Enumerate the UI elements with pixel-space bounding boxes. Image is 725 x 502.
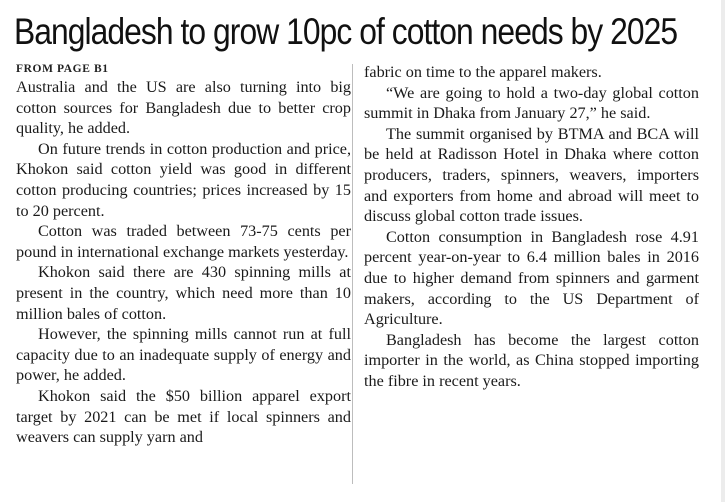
paragraph: However, the spinning mills cannot run at full capacity due to an inadequate supply of energy and power, he added. [16, 325, 351, 385]
paragraph: Australia and the US are also turning into big cotton sources for Bangladesh due to better crop quality, he added. [16, 78, 351, 138]
paragraph: Cotton was traded between 73-75 cents per pound in international exchange markets yesterday. [16, 222, 351, 261]
paragraph: “We are going to hold a two-day global cotton summit in Dhaka from January 27,” he said. [364, 83, 699, 123]
paragraph: On future trends in cotton production and price, Khokon said cotton yield was good in different cotton producing countries; prices increased by 15 to 20 percent. [16, 139, 351, 220]
paragraph: fabric on time to the apparel makers. [364, 63, 602, 81]
paragraph: Cotton consumption in Bangladesh rose 4.91 percent year-on-year to 6.4 million bales in 2016 due to higher demand from spinners and garment makers, according to the US Department of Agriculture. [364, 227, 699, 329]
right-column [364, 62, 699, 392]
headline: Bangladesh to grow 10pc of cotton needs by 2025 [14, 11, 678, 52]
paragraph: The summit organised by BTMA and BCA will be held at Radisson Hotel in Dhaka where cotton producers, traders, spinners, weavers, importers and exporters from home and abroad will meet to discuss global cotton trade issues. [364, 124, 699, 226]
paragraph: Bangladesh has become the largest cotton importer in the world, as China stopped importing the fibre in recent years. [364, 330, 699, 390]
left-column [16, 62, 351, 448]
jump-line: FROM PAGE B1 [16, 63, 109, 75]
paragraph: Khokon said the $50 billion apparel export target by 2021 can be met if local spinners and weavers can supply yarn and [16, 386, 351, 447]
column-divider [352, 64, 353, 484]
page-edge [721, 0, 725, 502]
paragraph: Khokon said there are 430 spinning mills at present in the country, which need more than 10 million bales of cotton. [16, 263, 351, 323]
